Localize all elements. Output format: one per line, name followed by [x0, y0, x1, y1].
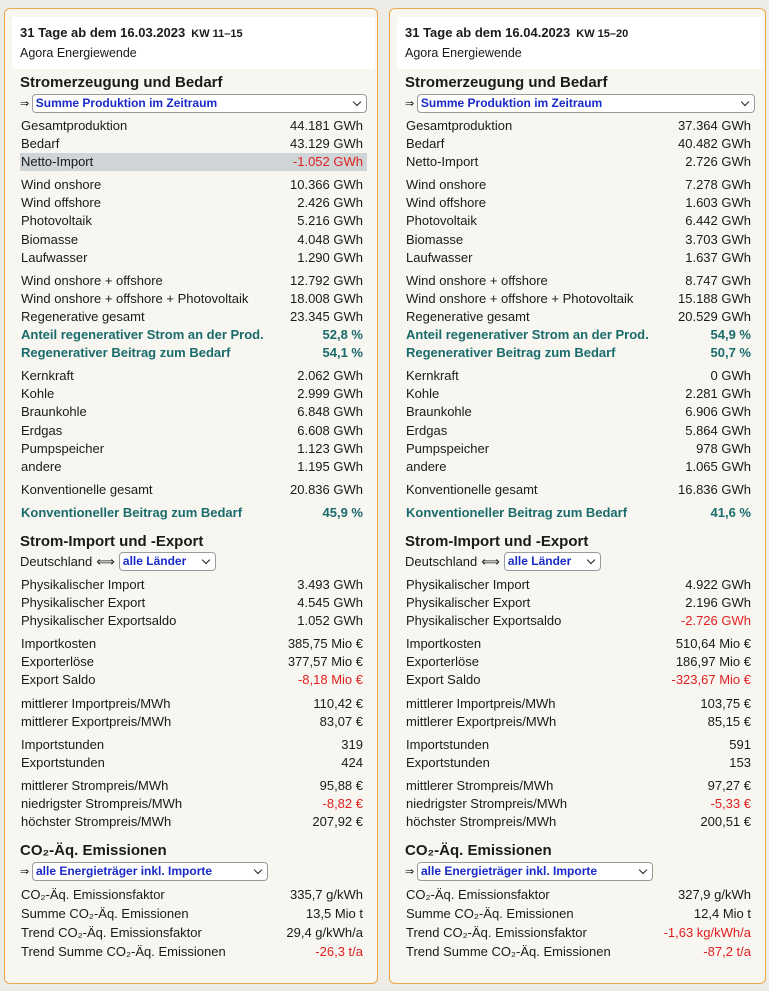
row-label: niedrigster Strompreis/MWh [406, 796, 568, 811]
row-label: Regenerativer Beitrag zum Bedarf [406, 345, 616, 361]
row-label: niedrigster Strompreis/MWh [21, 796, 183, 811]
arrow-right-icon: ⇒ [405, 97, 415, 110]
row-label: Importkosten [406, 636, 482, 652]
row-label: Laufwasser [406, 249, 473, 265]
row-value: 29,4 g/kWh/a [286, 925, 363, 941]
row-label: Importstunden [406, 736, 490, 752]
row-label: Physikalischer Exportsaldo [21, 613, 177, 629]
row-value: 2.196 GWh [685, 595, 751, 611]
table-row [405, 504, 755, 522]
table-row [405, 813, 755, 831]
generation-mode-value: Summe Produktion im Zeitraum [420, 95, 603, 110]
row-value: 1.052 GWh [297, 613, 363, 629]
table-row [20, 326, 367, 344]
row-label: Physikalischer Import [406, 576, 530, 592]
table-row [20, 504, 367, 522]
row-label: Gesamtproduktion [406, 118, 513, 133]
row-value: -8,82 € [322, 796, 363, 811]
table-row [405, 385, 755, 403]
row-value: 6.608 GWh [297, 422, 363, 438]
table-row [20, 923, 367, 942]
generation-select-row [20, 93, 367, 113]
table-row [405, 367, 755, 385]
table-row [20, 367, 367, 385]
table-row [405, 135, 755, 153]
row-label: Physikalischer Import [21, 576, 145, 592]
table-row [20, 385, 367, 403]
chevron-down-icon [587, 556, 595, 564]
row-label: Braunkohle [406, 404, 472, 420]
row-value: 319 [341, 736, 363, 752]
chevron-down-icon [254, 865, 262, 873]
table-row [405, 777, 755, 795]
table-row [20, 754, 367, 772]
row-value: 335,7 g/kWh [290, 887, 363, 903]
table-row [20, 653, 367, 671]
row-label: Exporterlöse [406, 654, 479, 670]
table-row [20, 308, 367, 326]
table-row [405, 290, 755, 308]
row-label: Braunkohle [21, 404, 87, 420]
table-row [405, 231, 755, 249]
row-label: Netto-Import [406, 154, 479, 170]
table-row [20, 635, 367, 653]
table-row [405, 403, 755, 421]
row-value: 10.366 GWh [290, 177, 363, 193]
table-row [405, 653, 755, 671]
row-value: 12,4 Mio t [693, 906, 751, 922]
row-label: Erdgas [406, 422, 448, 438]
table-row [405, 212, 755, 230]
row-label: Kohle [406, 386, 440, 402]
energy-carrier-value: alle Energieträger inkl. Importe [36, 863, 213, 878]
panel-title [20, 23, 367, 44]
table-row [20, 249, 367, 267]
row-label: Wind onshore [406, 177, 487, 193]
row-value: 20.836 GWh [290, 481, 363, 497]
energy-carrier-value: alle Energieträger inkl. Importe [421, 863, 598, 878]
table-row [20, 458, 367, 476]
row-label: Konventioneller Beitrag zum Bedarf [21, 504, 243, 520]
section-title-generation: Stromerzeugung und Bedarf [405, 74, 608, 91]
row-value: 16.836 GWh [678, 481, 751, 497]
row-label: Exportstunden [21, 754, 105, 770]
row-label: Biomasse [406, 231, 464, 247]
energy-carrier-select[interactable] [32, 862, 268, 881]
country-select-value: alle Länder [507, 554, 572, 569]
row-value: 18.008 GWh [290, 290, 363, 306]
row-label: Biomasse [21, 231, 79, 247]
panel-period-1 [4, 8, 378, 984]
row-value: 103,75 € [700, 695, 751, 711]
row-value: -1,63 kg/kWh/a [663, 925, 751, 941]
row-label: Konventionelle gesamt [406, 481, 538, 497]
row-label: andere [21, 458, 62, 474]
row-label: Photovoltaik [21, 213, 92, 229]
table-row [405, 695, 755, 713]
table-row [20, 231, 367, 249]
row-label: Importstunden [21, 736, 105, 752]
table-row [20, 777, 367, 795]
chevron-down-icon [353, 97, 361, 105]
row-label: Kohle [21, 386, 55, 402]
row-value: 424 [341, 754, 363, 770]
row-value: 591 [729, 736, 751, 752]
table-row [20, 713, 367, 731]
table-row [405, 344, 755, 362]
row-value: 4.048 GWh [297, 231, 363, 247]
row-value: 377,57 Mio € [287, 654, 363, 670]
row-label: Wind onshore + offshore + Photovoltaik [21, 290, 249, 306]
row-label: Wind offshore [21, 195, 101, 211]
section-title-trade: Strom-Import und -Export [20, 532, 204, 550]
section-title-co2: CO₂-Äq. Emissionen [405, 842, 552, 860]
row-value: 15.188 GWh [678, 290, 751, 306]
table-row [405, 249, 755, 267]
country-select[interactable] [504, 552, 601, 571]
table-row [20, 403, 367, 421]
row-value: 1.195 GWh [297, 458, 363, 474]
row-label: Konventioneller Beitrag zum Bedarf [406, 504, 628, 520]
table-row [405, 612, 755, 630]
table-row [405, 736, 755, 754]
row-value: 1.637 GWh [685, 249, 751, 265]
row-label: höchster Strompreis/MWh [406, 814, 557, 830]
table-row [405, 153, 755, 171]
trade-table [20, 576, 367, 837]
row-label: Netto-Import [21, 154, 94, 170]
table-row [20, 117, 367, 135]
table-row [20, 153, 367, 171]
table-row [405, 942, 755, 961]
row-value: 12.792 GWh [290, 272, 363, 288]
table-row [20, 736, 367, 754]
table-row [405, 176, 755, 194]
chevron-down-icon [202, 556, 210, 564]
row-value: 95,88 € [319, 777, 363, 793]
co2-select-row [20, 861, 367, 881]
panel-header [12, 17, 375, 69]
arrow-right-icon: ⇒ [405, 865, 415, 878]
row-label: Physikalischer Export [406, 595, 531, 611]
row-label: Laufwasser [21, 249, 88, 265]
table-row [405, 885, 755, 904]
row-label: Summe CO₂-Äq. Emissionen [21, 906, 189, 922]
table-row [20, 290, 367, 308]
arrow-right-icon: ⇒ [20, 865, 30, 878]
row-label: Kernkraft [21, 368, 74, 384]
row-label: Pumpspeicher [21, 440, 105, 456]
row-value: 3.493 GWh [297, 576, 363, 592]
country-select[interactable] [119, 552, 216, 571]
energy-carrier-select[interactable] [417, 862, 653, 881]
row-value: 6.848 GWh [297, 404, 363, 420]
row-value: 97,27 € [707, 777, 751, 793]
row-label: Physikalischer Exportsaldo [406, 613, 562, 629]
row-value: 6.906 GWh [685, 404, 751, 420]
row-label: mittlerer Exportpreis/MWh [21, 713, 172, 729]
row-label: Kernkraft [406, 368, 459, 384]
row-value: 5.864 GWh [685, 422, 751, 438]
row-value: 2.726 GWh [685, 154, 751, 170]
row-value: 43.129 GWh [290, 136, 363, 152]
trade-table [405, 576, 755, 837]
row-label: Regenerativer Beitrag zum Bedarf [21, 345, 231, 361]
generation-mode-select[interactable] [417, 94, 755, 113]
co2-table [405, 885, 755, 961]
row-label: Wind onshore + offshore [406, 272, 548, 288]
table-row [405, 671, 755, 689]
row-value: 1.123 GWh [297, 440, 363, 456]
table-row [20, 481, 367, 499]
row-value: 41,6 % [710, 504, 751, 520]
swap-icon: ⟺ [481, 553, 500, 569]
generation-mode-select[interactable] [32, 94, 367, 113]
table-row [405, 754, 755, 772]
trade-select-row [405, 552, 755, 572]
row-label: Trend Summe CO₂-Äq. Emissionen [21, 944, 226, 960]
row-value: 1.290 GWh [297, 249, 363, 265]
row-value: 5.216 GWh [297, 213, 363, 229]
table-row [20, 795, 367, 813]
row-value: 44.181 GWh [290, 118, 363, 133]
panel-title [405, 23, 755, 44]
row-value: 54,1 % [322, 345, 363, 361]
row-value: 7.278 GWh [685, 177, 751, 193]
table-row [405, 326, 755, 344]
period-title: 31 Tage ab dem 16.04.2023 [405, 25, 571, 40]
row-label: Regenerative gesamt [406, 308, 530, 324]
row-value: 207,92 € [312, 814, 363, 830]
row-label: Anteil regenerativer Strom an der Prod. [406, 327, 649, 343]
table-row [405, 272, 755, 290]
table-row [20, 135, 367, 153]
table-row [20, 576, 367, 594]
row-value: 37.364 GWh [678, 118, 751, 133]
row-value: 110,42 € [313, 695, 363, 711]
row-label: Photovoltaik [406, 213, 477, 229]
table-row [405, 458, 755, 476]
table-row [20, 176, 367, 194]
table-row [20, 440, 367, 458]
row-value: 1.603 GWh [685, 195, 751, 211]
row-value: -323,67 Mio € [671, 672, 751, 688]
row-label: Bedarf [21, 136, 60, 152]
row-value: 20.529 GWh [678, 308, 751, 324]
data-source: Agora Energiewende [405, 46, 522, 60]
panel-header [397, 17, 763, 69]
row-value: 23.345 GWh [290, 308, 363, 324]
row-value: -1.052 GWh [292, 154, 363, 170]
row-label: Export Saldo [21, 672, 96, 688]
table-row [20, 885, 367, 904]
row-value: 54,9 % [710, 327, 751, 343]
data-source: Agora Energiewende [20, 46, 137, 60]
row-label: CO₂-Äq. Emissionsfaktor [406, 887, 550, 903]
row-label: Exporterlöse [21, 654, 94, 670]
row-label: Bedarf [406, 136, 445, 152]
table-row [405, 117, 755, 135]
calendar-week: KW 15–20 [576, 28, 629, 40]
table-row [20, 212, 367, 230]
row-label: Wind onshore [21, 177, 102, 193]
row-label: Physikalischer Export [21, 595, 146, 611]
table-row [405, 904, 755, 923]
row-value: 6.442 GWh [685, 213, 751, 229]
section-title-co2: CO₂-Äq. Emissionen [20, 842, 167, 860]
row-label: Wind onshore + offshore + Photovoltaik [406, 290, 634, 306]
row-label: Wind offshore [406, 195, 486, 211]
row-label: mittlerer Strompreis/MWh [406, 777, 554, 793]
row-label: CO₂-Äq. Emissionsfaktor [21, 887, 165, 903]
row-value: 4.922 GWh [685, 576, 751, 592]
row-value: 2.999 GWh [297, 386, 363, 402]
row-value: -87,2 t/a [703, 944, 751, 960]
row-label: Summe CO₂-Äq. Emissionen [406, 906, 574, 922]
row-value: 153 [729, 754, 751, 770]
section-title-generation: Stromerzeugung und Bedarf [20, 74, 223, 91]
row-label: Erdgas [21, 422, 63, 438]
table-row [405, 576, 755, 594]
row-value: 2.426 GWh [297, 195, 363, 211]
table-row [405, 481, 755, 499]
row-value: 3.703 GWh [685, 231, 751, 247]
country-label: Deutschland [20, 554, 93, 570]
chevron-down-icon [639, 865, 647, 873]
row-label: Wind onshore + offshore [21, 272, 163, 288]
table-row [20, 594, 367, 612]
row-value: 510,64 Mio € [675, 636, 751, 652]
row-label: Export Saldo [406, 672, 481, 688]
section-title-trade: Strom-Import und -Export [405, 532, 589, 550]
row-value: 327,9 g/kWh [678, 887, 751, 903]
row-label: Trend CO₂-Äq. Emissionsfaktor [406, 925, 587, 941]
table-row [405, 422, 755, 440]
table-row [405, 923, 755, 942]
row-value: 45,9 % [322, 504, 363, 520]
row-label: mittlerer Strompreis/MWh [21, 777, 169, 793]
table-row [20, 904, 367, 923]
generation-table [405, 117, 755, 528]
row-value: 4.545 GWh [297, 595, 363, 611]
row-value: -26,3 t/a [315, 944, 363, 960]
row-label: höchster Strompreis/MWh [21, 814, 172, 830]
table-row [20, 695, 367, 713]
panel-period-2 [389, 8, 766, 984]
generation-select-row [405, 93, 755, 113]
row-label: mittlerer Exportpreis/MWh [406, 713, 557, 729]
row-label: Anteil regenerativer Strom an der Prod. [21, 327, 264, 343]
table-row [405, 594, 755, 612]
row-label: mittlerer Importpreis/MWh [21, 695, 171, 711]
table-row [20, 813, 367, 831]
row-value: 2.062 GWh [297, 368, 363, 384]
row-label: Regenerative gesamt [21, 308, 145, 324]
row-value: 85,15 € [707, 713, 751, 729]
trade-select-row [20, 552, 367, 572]
row-value: 8.747 GWh [685, 272, 751, 288]
row-value: -8,18 Mio € [297, 672, 363, 688]
co2-table [20, 885, 367, 961]
row-value: 1.065 GWh [685, 458, 751, 474]
table-row [20, 272, 367, 290]
row-value: 40.482 GWh [678, 136, 751, 152]
table-row [405, 635, 755, 653]
row-value: 385,75 Mio € [287, 636, 363, 652]
row-value: 200,51 € [700, 814, 751, 830]
row-label: Pumpspeicher [406, 440, 490, 456]
row-value: 978 GWh [696, 440, 751, 456]
row-label: Trend CO₂-Äq. Emissionsfaktor [21, 925, 202, 941]
table-row [405, 194, 755, 212]
generation-table [20, 117, 367, 528]
table-row [405, 308, 755, 326]
row-value: 83,07 € [319, 713, 363, 729]
country-select-value: alle Länder [122, 554, 187, 569]
row-label: mittlerer Importpreis/MWh [406, 695, 556, 711]
table-row [405, 713, 755, 731]
table-row [20, 671, 367, 689]
row-value: 186,97 Mio € [675, 654, 751, 670]
row-label: Konventionelle gesamt [21, 481, 153, 497]
swap-icon: ⟺ [96, 553, 115, 569]
row-label: andere [406, 458, 447, 474]
table-row [20, 344, 367, 362]
row-value: -2.726 GWh [680, 613, 751, 629]
table-row [20, 194, 367, 212]
period-title: 31 Tage ab dem 16.03.2023 [20, 25, 186, 40]
table-row [405, 440, 755, 458]
generation-mode-value: Summe Produktion im Zeitraum [35, 95, 218, 110]
chevron-down-icon [741, 97, 749, 105]
row-value: 52,8 % [322, 327, 363, 343]
table-row [20, 612, 367, 630]
row-value: 2.281 GWh [685, 386, 751, 402]
country-label: Deutschland [405, 554, 478, 570]
row-value: 50,7 % [710, 345, 751, 361]
row-value: 0 GWh [710, 368, 751, 384]
table-row [20, 422, 367, 440]
row-label: Trend Summe CO₂-Äq. Emissionen [406, 944, 611, 960]
table-row [20, 942, 367, 961]
arrow-right-icon: ⇒ [20, 97, 30, 110]
row-label: Gesamtproduktion [21, 118, 128, 133]
row-label: Exportstunden [406, 754, 490, 770]
row-value: -5,33 € [710, 796, 751, 811]
row-label: Importkosten [21, 636, 97, 652]
row-value: 13,5 Mio t [305, 906, 363, 922]
calendar-week: KW 11–15 [191, 28, 243, 40]
co2-select-row [405, 861, 755, 881]
table-row [405, 795, 755, 813]
